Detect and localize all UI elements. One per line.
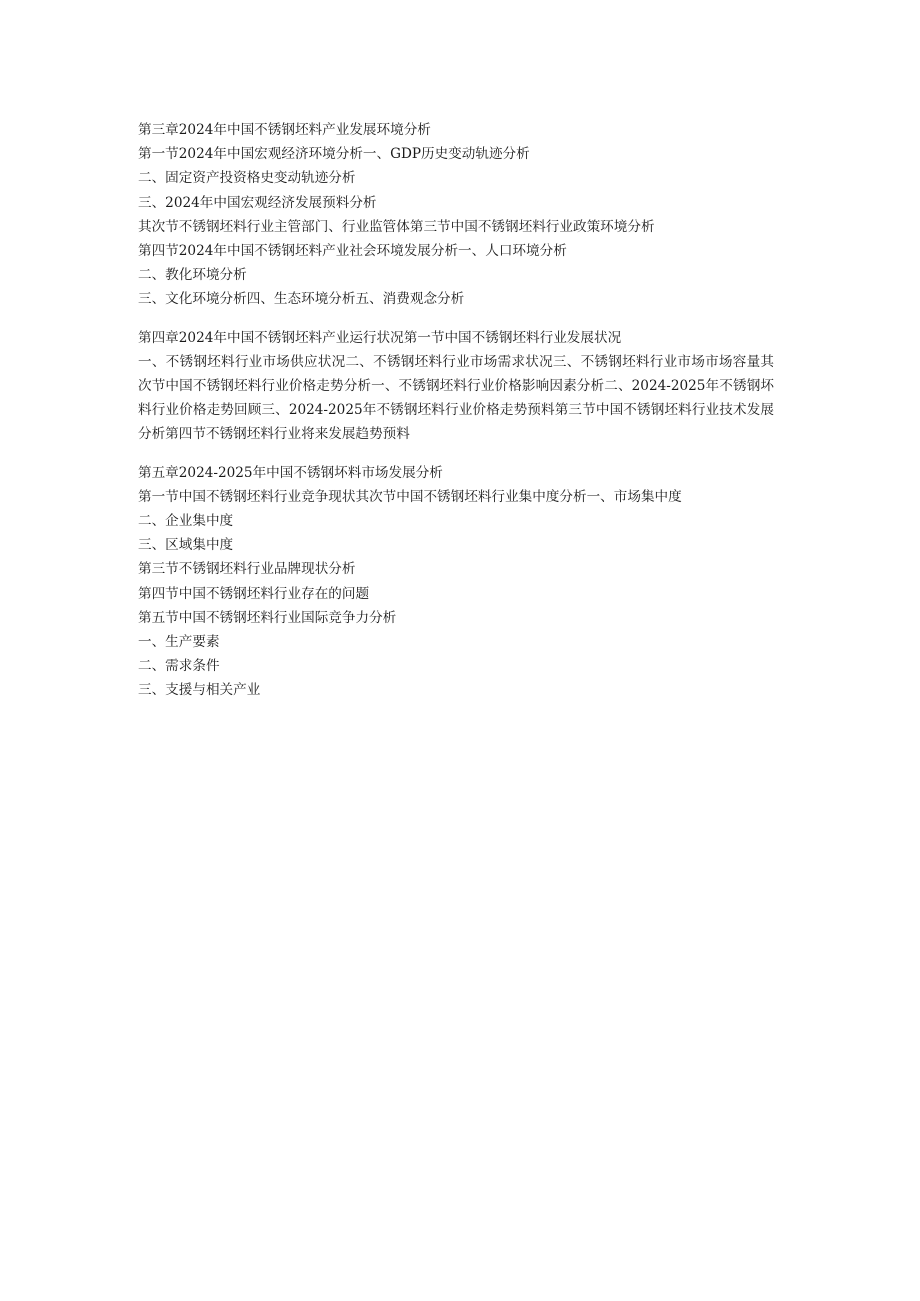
text-line: 二、固定资产投资格史变动轨迹分析 bbox=[138, 170, 356, 187]
paragraph-gap bbox=[138, 312, 788, 326]
chapter-5-block bbox=[138, 461, 788, 703]
chapter-3-heading: 第三章2024年中国不锈钢坯料产业发展环境分析 bbox=[138, 122, 431, 138]
text-line: 其次节不锈钢坯料行业主管部门、行业监管体第三节中国不锈钢坯料行业政策环境分析 bbox=[138, 218, 655, 235]
text-line: 第一节2024年中国宏观经济环境分析一、GDP历史变动轨迹分析 bbox=[138, 146, 530, 163]
chapter-4-block bbox=[138, 326, 788, 447]
text-line: 三、2024年中国宏观经济发展预料分析 bbox=[138, 194, 377, 211]
text-line: 第一节中国不锈钢坯料行业竞争现状其次节中国不锈钢坯料行业集中度分析一、市场集中度 bbox=[138, 488, 682, 505]
paragraph-gap bbox=[138, 447, 788, 461]
text-line: 一、生产要素 bbox=[138, 634, 220, 651]
text-line: 二、需求条件 bbox=[138, 658, 220, 675]
document-page bbox=[138, 118, 788, 703]
text-line: 三、文化环境分析四、生态环境分析五、消费观念分析 bbox=[138, 291, 465, 308]
text-line: 三、区域集中度 bbox=[138, 537, 234, 554]
chapter-5-heading: 第五章2024-2025年中国不锈钢坏料市场发展分析 bbox=[138, 464, 443, 481]
chapter-4-paragraph: 一、不锈钢坯料行业市场供应状况二、不锈钢坯料行业市场需求状况三、不锈钢坯料行业市场市场容量其次节中国不锈钢坯料行业价格走势分析一、不锈钢坯料行业价格影响因素分析二、2024-2025年不锈钢坏料行业价格走势回顾三、2024-2025年不锈钢坯料行业价格走势预料第三节中国不锈钢坯料行业技术发展分析第四节不锈钢坯料行业将来发展趋势预料 bbox=[138, 353, 774, 443]
text-line: 第五节中国不锈钢坯料行业国际竞争力分析 bbox=[138, 609, 397, 626]
text-line: 第四节中国不锈钢坯料行业存在的问题 bbox=[138, 585, 370, 602]
text-line: 二、教化环境分析 bbox=[138, 267, 247, 284]
text-line: 第四节2024年中国不锈钢坯料产业社会环境发展分析一、人口环境分析 bbox=[138, 243, 567, 260]
text-line: 三、支援与相关产业 bbox=[138, 682, 261, 699]
text-line: 第三节不锈钢坯料行业品牌现状分析 bbox=[138, 561, 356, 578]
chapter-3-block bbox=[138, 118, 788, 312]
text-line: 二、企业集中度 bbox=[138, 513, 234, 530]
chapter-4-heading: 第四章2024年中国不锈钢坯料产业运行状况第一节中国不锈钢坯料行业发展状况 bbox=[138, 329, 622, 346]
